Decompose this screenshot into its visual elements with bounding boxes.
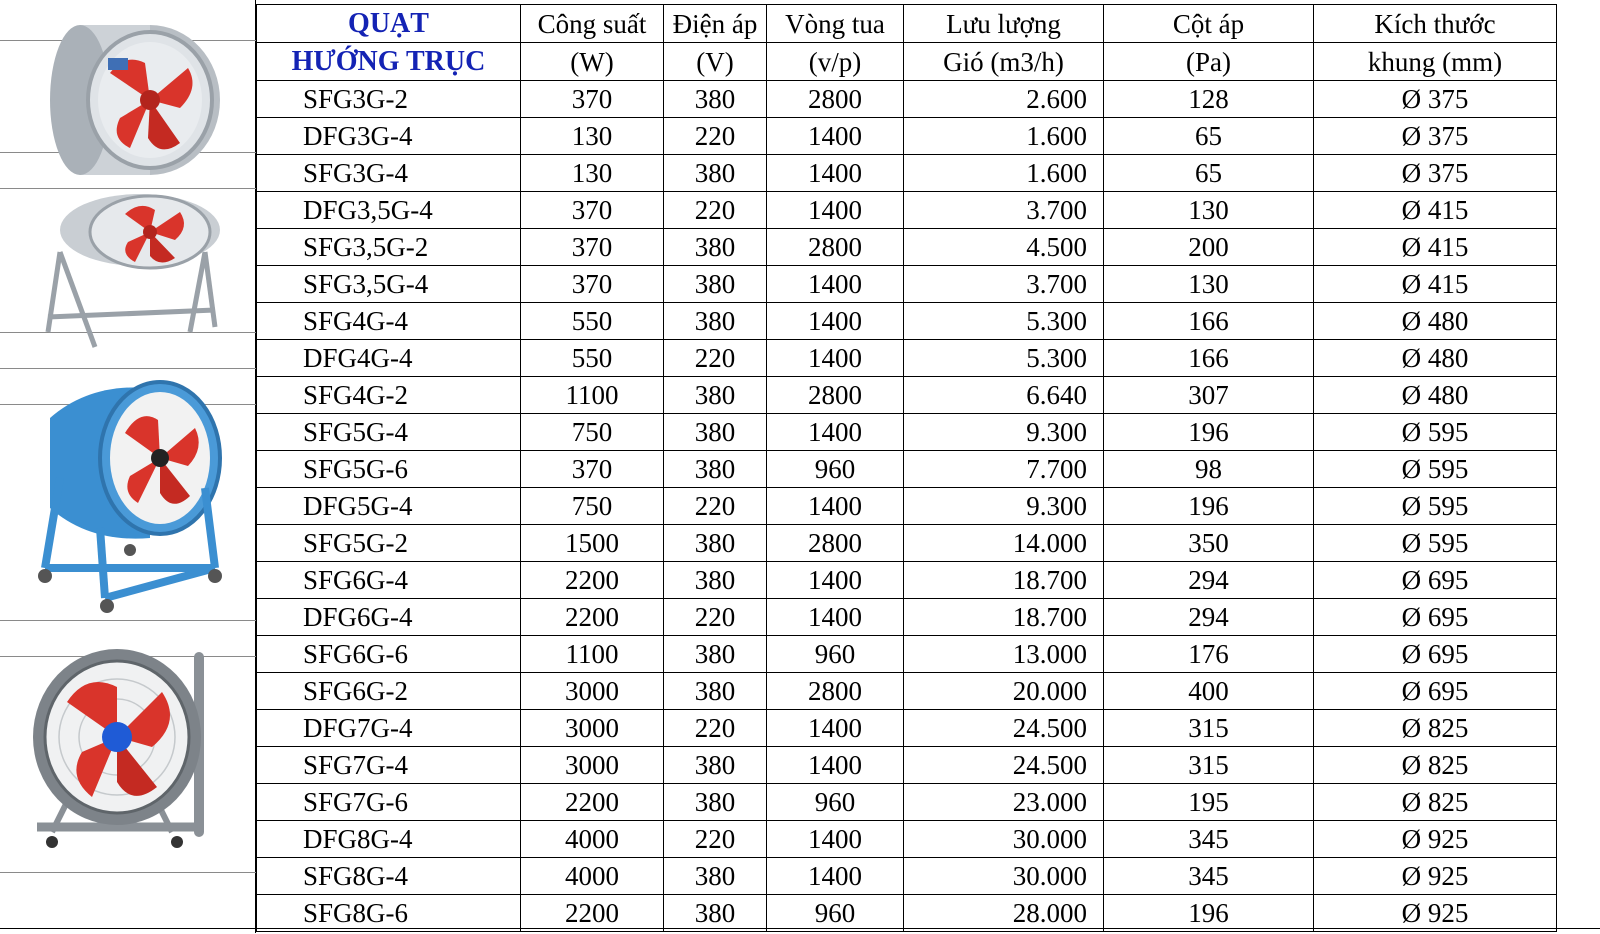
model-cell: DFG6G-4 bbox=[257, 599, 521, 636]
flow-cell: 5.300 bbox=[904, 303, 1104, 340]
pressure-cell: 345 bbox=[1104, 821, 1314, 858]
flow-cell: 7.700 bbox=[904, 451, 1104, 488]
power-cell: 3000 bbox=[521, 673, 664, 710]
model-cell: DFG3G-4 bbox=[257, 118, 521, 155]
header-voltage: Điện áp bbox=[664, 5, 767, 43]
flow-cell: 28.000 bbox=[904, 895, 1104, 932]
model-cell: SFG3G-2 bbox=[257, 81, 521, 118]
speed-cell: 1400 bbox=[767, 303, 904, 340]
pressure-cell: 128 bbox=[1104, 81, 1314, 118]
frame-cell: Ø 415 bbox=[1314, 266, 1557, 303]
voltage-cell: 380 bbox=[664, 155, 767, 192]
frame-cell: Ø 595 bbox=[1314, 414, 1557, 451]
power-cell: 3000 bbox=[521, 747, 664, 784]
speed-cell: 960 bbox=[767, 895, 904, 932]
power-cell: 370 bbox=[521, 81, 664, 118]
header-pressure: Cột áp bbox=[1104, 5, 1314, 43]
voltage-cell: 380 bbox=[664, 229, 767, 266]
flow-cell: 4.500 bbox=[904, 229, 1104, 266]
flow-cell: 2.600 bbox=[904, 81, 1104, 118]
frame-cell: Ø 695 bbox=[1314, 673, 1557, 710]
pressure-cell: 130 bbox=[1104, 192, 1314, 229]
fan-spec-table bbox=[256, 4, 1557, 932]
header-voltage-unit: (V) bbox=[664, 43, 767, 81]
frame-cell: Ø 595 bbox=[1314, 525, 1557, 562]
speed-cell: 2800 bbox=[767, 377, 904, 414]
table-row bbox=[257, 451, 1557, 488]
model-cell: SFG8G-6 bbox=[257, 895, 521, 932]
frame-cell: Ø 375 bbox=[1314, 81, 1557, 118]
pressure-cell: 166 bbox=[1104, 303, 1314, 340]
table-body bbox=[257, 81, 1557, 932]
power-cell: 1100 bbox=[521, 636, 664, 673]
speed-cell: 1400 bbox=[767, 192, 904, 229]
frame-cell: Ø 375 bbox=[1314, 155, 1557, 192]
voltage-cell: 220 bbox=[664, 340, 767, 377]
model-cell: DFG5G-4 bbox=[257, 488, 521, 525]
model-cell: DFG8G-4 bbox=[257, 821, 521, 858]
speed-cell: 1400 bbox=[767, 340, 904, 377]
model-cell: SFG5G-6 bbox=[257, 451, 521, 488]
model-cell: SFG3,5G-4 bbox=[257, 266, 521, 303]
table-header bbox=[257, 5, 1557, 81]
model-cell: SFG3G-4 bbox=[257, 155, 521, 192]
speed-cell: 2800 bbox=[767, 229, 904, 266]
table-row bbox=[257, 192, 1557, 229]
speed-cell: 2800 bbox=[767, 673, 904, 710]
power-cell: 370 bbox=[521, 192, 664, 229]
voltage-cell: 380 bbox=[664, 81, 767, 118]
pressure-cell: 294 bbox=[1104, 599, 1314, 636]
table-row bbox=[257, 599, 1557, 636]
axial-fan-blue-cart-icon bbox=[30, 378, 235, 616]
voltage-cell: 380 bbox=[664, 784, 767, 821]
table-row bbox=[257, 155, 1557, 192]
voltage-cell: 220 bbox=[664, 192, 767, 229]
speed-cell: 1400 bbox=[767, 118, 904, 155]
table-row bbox=[257, 266, 1557, 303]
pressure-cell: 350 bbox=[1104, 525, 1314, 562]
frame-cell: Ø 925 bbox=[1314, 858, 1557, 895]
header-flow: Lưu lượng bbox=[904, 5, 1104, 43]
gridline bbox=[0, 188, 256, 189]
voltage-cell: 220 bbox=[664, 599, 767, 636]
table-row bbox=[257, 784, 1557, 821]
header-row-1 bbox=[257, 5, 1557, 43]
frame-cell: Ø 825 bbox=[1314, 747, 1557, 784]
voltage-cell: 380 bbox=[664, 525, 767, 562]
frame-cell: Ø 415 bbox=[1314, 192, 1557, 229]
header-power-unit: (W) bbox=[521, 43, 664, 81]
flow-cell: 24.500 bbox=[904, 710, 1104, 747]
bottom-border bbox=[0, 928, 1600, 934]
pressure-cell: 98 bbox=[1104, 451, 1314, 488]
title-line2: HƯỚNG TRỤC bbox=[257, 43, 521, 81]
speed-cell: 1400 bbox=[767, 414, 904, 451]
frame-cell: Ø 480 bbox=[1314, 377, 1557, 414]
speed-cell: 960 bbox=[767, 636, 904, 673]
power-cell: 750 bbox=[521, 414, 664, 451]
table-row bbox=[257, 821, 1557, 858]
header-pressure-unit: (Pa) bbox=[1104, 43, 1314, 81]
speed-cell: 1400 bbox=[767, 858, 904, 895]
header-frame-unit: khung (mm) bbox=[1314, 43, 1557, 81]
speed-cell: 2800 bbox=[767, 81, 904, 118]
voltage-cell: 380 bbox=[664, 747, 767, 784]
frame-cell: Ø 595 bbox=[1314, 451, 1557, 488]
frame-cell: Ø 415 bbox=[1314, 229, 1557, 266]
frame-cell: Ø 695 bbox=[1314, 636, 1557, 673]
model-cell: SFG3,5G-2 bbox=[257, 229, 521, 266]
power-cell: 2200 bbox=[521, 599, 664, 636]
frame-cell: Ø 925 bbox=[1314, 895, 1557, 932]
power-cell: 550 bbox=[521, 340, 664, 377]
voltage-cell: 380 bbox=[664, 303, 767, 340]
power-cell: 1500 bbox=[521, 525, 664, 562]
flow-cell: 9.300 bbox=[904, 414, 1104, 451]
power-cell: 2200 bbox=[521, 895, 664, 932]
model-cell: DFG7G-4 bbox=[257, 710, 521, 747]
pressure-cell: 130 bbox=[1104, 266, 1314, 303]
table-row bbox=[257, 673, 1557, 710]
flow-cell: 14.000 bbox=[904, 525, 1104, 562]
table-row bbox=[257, 377, 1557, 414]
pressure-cell: 400 bbox=[1104, 673, 1314, 710]
voltage-cell: 380 bbox=[664, 858, 767, 895]
power-cell: 370 bbox=[521, 451, 664, 488]
frame-cell: Ø 595 bbox=[1314, 488, 1557, 525]
table-row bbox=[257, 340, 1557, 377]
voltage-cell: 220 bbox=[664, 118, 767, 155]
frame-cell: Ø 925 bbox=[1314, 821, 1557, 858]
voltage-cell: 380 bbox=[664, 451, 767, 488]
flow-cell: 18.700 bbox=[904, 599, 1104, 636]
table-row bbox=[257, 414, 1557, 451]
model-cell: SFG5G-2 bbox=[257, 525, 521, 562]
flow-cell: 6.640 bbox=[904, 377, 1104, 414]
speed-cell: 1400 bbox=[767, 562, 904, 599]
voltage-cell: 220 bbox=[664, 821, 767, 858]
flow-cell: 24.500 bbox=[904, 747, 1104, 784]
speed-cell: 1400 bbox=[767, 266, 904, 303]
table-row bbox=[257, 303, 1557, 340]
pressure-cell: 200 bbox=[1104, 229, 1314, 266]
flow-cell: 30.000 bbox=[904, 821, 1104, 858]
gridline bbox=[0, 368, 256, 369]
table-row bbox=[257, 747, 1557, 784]
power-cell: 750 bbox=[521, 488, 664, 525]
model-cell: SFG7G-4 bbox=[257, 747, 521, 784]
pressure-cell: 196 bbox=[1104, 414, 1314, 451]
frame-cell: Ø 480 bbox=[1314, 303, 1557, 340]
power-cell: 4000 bbox=[521, 858, 664, 895]
power-cell: 370 bbox=[521, 266, 664, 303]
table-row bbox=[257, 118, 1557, 155]
model-cell: DFG3,5G-4 bbox=[257, 192, 521, 229]
pressure-cell: 195 bbox=[1104, 784, 1314, 821]
power-cell: 130 bbox=[521, 118, 664, 155]
flow-cell: 23.000 bbox=[904, 784, 1104, 821]
speed-cell: 1400 bbox=[767, 710, 904, 747]
power-cell: 2200 bbox=[521, 784, 664, 821]
voltage-cell: 220 bbox=[664, 710, 767, 747]
pressure-cell: 345 bbox=[1104, 858, 1314, 895]
pressure-cell: 65 bbox=[1104, 155, 1314, 192]
flow-cell: 3.700 bbox=[904, 192, 1104, 229]
speed-cell: 1400 bbox=[767, 488, 904, 525]
flow-cell: 13.000 bbox=[904, 636, 1104, 673]
flow-cell: 3.700 bbox=[904, 266, 1104, 303]
power-cell: 2200 bbox=[521, 562, 664, 599]
table-row bbox=[257, 525, 1557, 562]
voltage-cell: 220 bbox=[664, 488, 767, 525]
voltage-cell: 380 bbox=[664, 895, 767, 932]
table-row bbox=[257, 858, 1557, 895]
model-cell: SFG7G-6 bbox=[257, 784, 521, 821]
speed-cell: 1400 bbox=[767, 747, 904, 784]
pressure-cell: 294 bbox=[1104, 562, 1314, 599]
power-cell: 370 bbox=[521, 229, 664, 266]
header-row-2 bbox=[257, 43, 1557, 81]
power-cell: 4000 bbox=[521, 821, 664, 858]
speed-cell: 960 bbox=[767, 451, 904, 488]
header-flow-unit: Gió (m3/h) bbox=[904, 43, 1104, 81]
model-cell: SFG8G-4 bbox=[257, 858, 521, 895]
speed-cell: 1400 bbox=[767, 599, 904, 636]
voltage-cell: 380 bbox=[664, 562, 767, 599]
axial-fan-portable-icon bbox=[32, 642, 242, 854]
pressure-cell: 196 bbox=[1104, 895, 1314, 932]
speed-cell: 1400 bbox=[767, 821, 904, 858]
flow-cell: 1.600 bbox=[904, 155, 1104, 192]
flow-cell: 20.000 bbox=[904, 673, 1104, 710]
table-row bbox=[257, 81, 1557, 118]
header-speed: Vòng tua bbox=[767, 5, 904, 43]
table-row bbox=[257, 895, 1557, 932]
voltage-cell: 380 bbox=[664, 673, 767, 710]
title-line1: QUẠT bbox=[257, 5, 521, 43]
axial-fan-stand-icon bbox=[40, 192, 225, 357]
header-speed-unit: (v/p) bbox=[767, 43, 904, 81]
frame-cell: Ø 375 bbox=[1314, 118, 1557, 155]
voltage-cell: 380 bbox=[664, 377, 767, 414]
axial-fan-duct-icon bbox=[30, 18, 230, 183]
header-power: Công suất bbox=[521, 5, 664, 43]
frame-cell: Ø 695 bbox=[1314, 599, 1557, 636]
flow-cell: 9.300 bbox=[904, 488, 1104, 525]
pressure-cell: 65 bbox=[1104, 118, 1314, 155]
frame-cell: Ø 825 bbox=[1314, 710, 1557, 747]
power-cell: 130 bbox=[521, 155, 664, 192]
table-row bbox=[257, 562, 1557, 599]
table-row bbox=[257, 229, 1557, 266]
model-cell: SFG6G-6 bbox=[257, 636, 521, 673]
table-row bbox=[257, 710, 1557, 747]
pressure-cell: 315 bbox=[1104, 710, 1314, 747]
voltage-cell: 380 bbox=[664, 266, 767, 303]
frame-cell: Ø 480 bbox=[1314, 340, 1557, 377]
power-cell: 1100 bbox=[521, 377, 664, 414]
gridline bbox=[0, 620, 256, 621]
power-cell: 550 bbox=[521, 303, 664, 340]
table-row bbox=[257, 488, 1557, 525]
model-cell: DFG4G-4 bbox=[257, 340, 521, 377]
voltage-cell: 380 bbox=[664, 636, 767, 673]
voltage-cell: 380 bbox=[664, 414, 767, 451]
speed-cell: 960 bbox=[767, 784, 904, 821]
pressure-cell: 166 bbox=[1104, 340, 1314, 377]
model-cell: SFG4G-2 bbox=[257, 377, 521, 414]
product-image-column bbox=[0, 0, 256, 933]
model-cell: SFG6G-2 bbox=[257, 673, 521, 710]
power-cell: 3000 bbox=[521, 710, 664, 747]
model-cell: SFG4G-4 bbox=[257, 303, 521, 340]
speed-cell: 2800 bbox=[767, 525, 904, 562]
frame-cell: Ø 695 bbox=[1314, 562, 1557, 599]
flow-cell: 18.700 bbox=[904, 562, 1104, 599]
speed-cell: 1400 bbox=[767, 155, 904, 192]
table-row bbox=[257, 636, 1557, 673]
model-cell: SFG5G-4 bbox=[257, 414, 521, 451]
pressure-cell: 307 bbox=[1104, 377, 1314, 414]
model-cell: SFG6G-4 bbox=[257, 562, 521, 599]
pressure-cell: 315 bbox=[1104, 747, 1314, 784]
gridline bbox=[0, 872, 256, 873]
pressure-cell: 196 bbox=[1104, 488, 1314, 525]
pressure-cell: 176 bbox=[1104, 636, 1314, 673]
header-frame: Kích thước bbox=[1314, 5, 1557, 43]
flow-cell: 5.300 bbox=[904, 340, 1104, 377]
flow-cell: 1.600 bbox=[904, 118, 1104, 155]
flow-cell: 30.000 bbox=[904, 858, 1104, 895]
frame-cell: Ø 825 bbox=[1314, 784, 1557, 821]
